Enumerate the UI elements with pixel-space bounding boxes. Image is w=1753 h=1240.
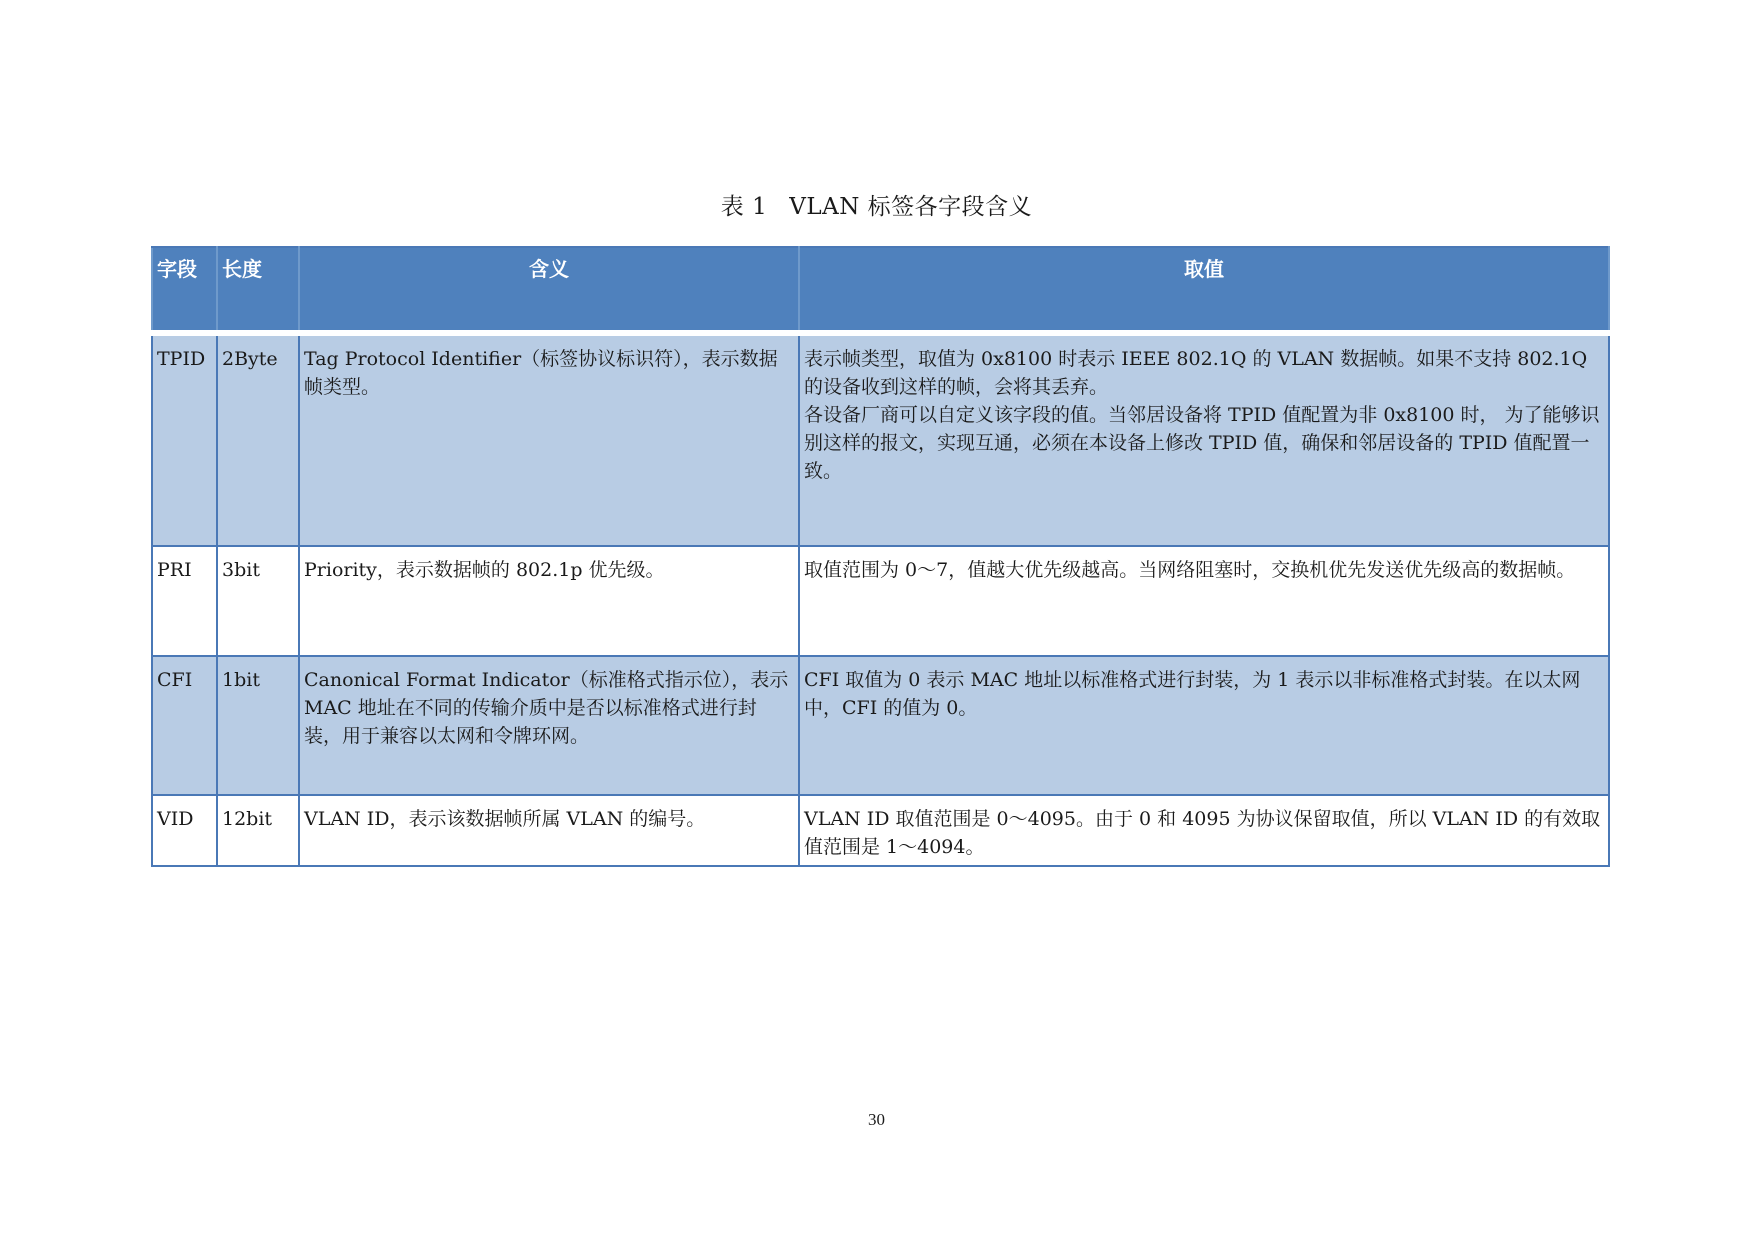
cell-meaning: Priority，表示数据帧的 802.1p 优先级。: [299, 546, 799, 656]
table-caption-title: VLAN 标签各字段含义: [789, 194, 1033, 220]
cell-field: VID: [152, 795, 217, 866]
vlan-tag-fields-table: [151, 246, 1610, 867]
header-meaning: 含义: [299, 247, 799, 333]
cell-value: [799, 546, 1609, 656]
cell-field: PRI: [152, 546, 217, 656]
cell-value: [799, 795, 1609, 866]
cell-value: [799, 656, 1609, 795]
table-row-cfi: [152, 656, 1609, 795]
cell-length: 1bit: [217, 656, 299, 795]
cell-field: CFI: [152, 656, 217, 795]
cell-length: 2Byte: [217, 333, 299, 546]
cell-length: 3bit: [217, 546, 299, 656]
cell-length: 12bit: [217, 795, 299, 866]
value-paragraph: 取值范围为 0～7，值越大优先级越高。当网络阻塞时，交换机优先发送优先级高的数据帧。: [804, 559, 1576, 581]
cell-value: [799, 333, 1609, 546]
header-field: 字段: [152, 247, 217, 333]
cell-meaning: Tag Protocol Identifier（标签协议标识符），表示数据帧类型。: [299, 333, 799, 546]
table-caption-number: 表 1: [720, 194, 768, 220]
value-paragraph: 各设备厂商可以自定义该字段的值。当邻居设备将 TPID 值配置为非 0x8100 时， 为了能够识别这样的报文，实现互通，必须在本设备上修改 TPID 值，确保和邻居设备的 TPID 值配置一致。: [804, 404, 1600, 482]
cell-meaning: VLAN ID，表示该数据帧所属 VLAN 的编号。: [299, 795, 799, 866]
value-paragraph: 表示帧类型，取值为 0x8100 时表示 IEEE 802.1Q 的 VLAN 数据帧。如果不支持 802.1Q 的设备收到这样的帧，会将其丢弃。: [804, 348, 1588, 398]
table-row-pri: [152, 546, 1609, 656]
table-header-row: [152, 247, 1609, 333]
header-length: 长度: [217, 247, 299, 333]
cell-field: TPID: [152, 333, 217, 546]
table-row-tpid: [152, 333, 1609, 546]
page-number: 30: [868, 1110, 885, 1129]
header-value: 取值: [799, 247, 1609, 333]
table-row-vid: [152, 795, 1609, 866]
value-paragraph: CFI 取值为 0 表示 MAC 地址以标准格式进行封装，为 1 表示以非标准格式封装。在以太网中，CFI 的值为 0。: [804, 669, 1581, 719]
table-caption: [0, 188, 1753, 221]
value-paragraph: VLAN ID 取值范围是 0～4095。由于 0 和 4095 为协议保留取值，所以 VLAN ID 的有效取值范围是 1～4094。: [804, 808, 1601, 858]
cell-meaning: Canonical Format Indicator（标准格式指示位），表示 MAC 地址在不同的传输介质中是否以标准格式进行封装，用于兼容以太网和令牌环网。: [299, 656, 799, 795]
